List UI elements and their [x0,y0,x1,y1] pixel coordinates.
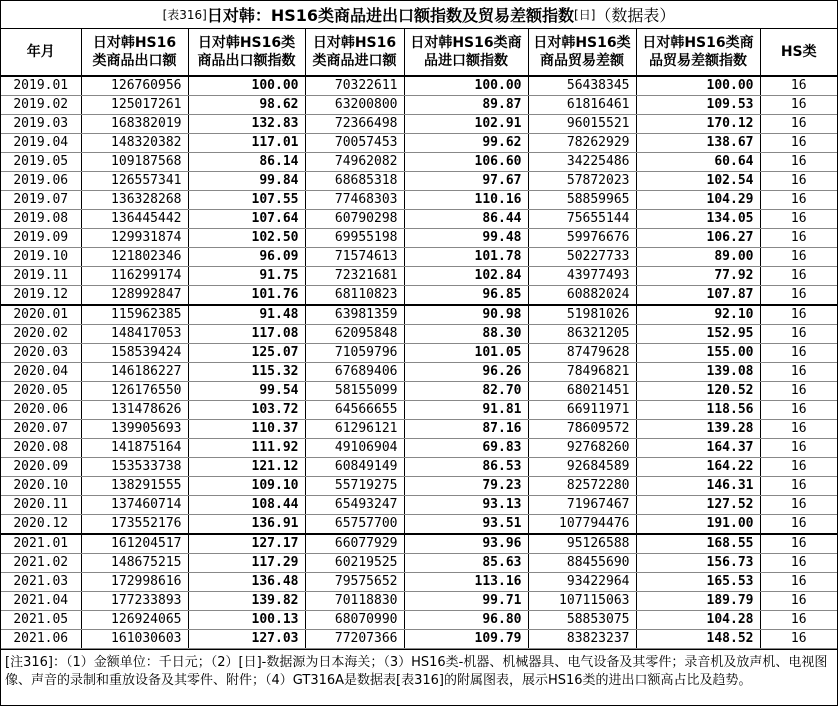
balance-index-cell: 109.53 [636,96,760,115]
export-value-cell: 116299174 [81,267,188,286]
balance-value-cell: 107115063 [528,592,636,611]
export-index-cell: 100.13 [188,611,305,630]
balance-value-cell: 86321205 [528,325,636,344]
hs-class-cell: 16 [760,496,837,515]
export-index-cell: 102.50 [188,229,305,248]
column-header: 日对韩HS16类商 品进口额指数 [404,29,528,76]
balance-value-cell: 59976676 [528,229,636,248]
month-cell: 2021.01 [1,534,81,554]
table-row [1,153,837,172]
balance-index-cell: 152.95 [636,325,760,344]
export-value-cell: 129931874 [81,229,188,248]
export-value-cell: 136328268 [81,191,188,210]
balance-index-cell: 165.53 [636,573,760,592]
balance-value-cell: 34225486 [528,153,636,172]
month-cell: 2021.02 [1,554,81,573]
table-row [1,515,837,535]
export-value-cell: 141875164 [81,439,188,458]
month-cell: 2019.10 [1,248,81,267]
balance-index-cell: 92.10 [636,305,760,325]
table-title [1,1,837,29]
balance-value-cell: 93422964 [528,573,636,592]
export-index-cell: 100.00 [188,76,305,96]
import-value-cell: 60219525 [305,554,404,573]
import-value-cell: 77468303 [305,191,404,210]
month-cell: 2020.08 [1,439,81,458]
export-index-cell: 98.62 [188,96,305,115]
export-index-cell: 107.64 [188,210,305,229]
hs-class-cell: 16 [760,267,837,286]
month-cell: 2019.03 [1,115,81,134]
balance-index-cell: 156.73 [636,554,760,573]
table-header-row [1,29,837,76]
column-header: 日对韩HS16类商 品贸易差额指数 [636,29,760,76]
import-index-cell: 102.91 [404,115,528,134]
table-row [1,325,837,344]
export-index-cell: 99.84 [188,172,305,191]
balance-value-cell: 95126588 [528,534,636,554]
balance-index-cell: 138.67 [636,134,760,153]
import-value-cell: 65493247 [305,496,404,515]
import-value-cell: 65757700 [305,515,404,535]
column-header: 日对韩HS16类 商品贸易差额 [528,29,636,76]
balance-value-cell: 87479628 [528,344,636,363]
balance-index-cell: 118.56 [636,401,760,420]
import-index-cell: 100.00 [404,76,528,96]
import-value-cell: 68685318 [305,172,404,191]
month-cell: 2021.04 [1,592,81,611]
month-cell: 2020.06 [1,401,81,420]
hs-class-cell: 16 [760,630,837,649]
data-table [1,29,837,649]
table-row [1,496,837,515]
export-value-cell: 148417053 [81,325,188,344]
export-value-cell: 126176550 [81,382,188,401]
source-tag: [日] [574,8,596,22]
import-index-cell: 99.48 [404,229,528,248]
balance-value-cell: 96015521 [528,115,636,134]
hs-class-cell: 16 [760,210,837,229]
export-value-cell: 126557341 [81,172,188,191]
export-value-cell: 148320382 [81,134,188,153]
balance-index-cell: 77.92 [636,267,760,286]
export-value-cell: 115962385 [81,305,188,325]
hs-class-cell: 16 [760,420,837,439]
balance-index-cell: 60.64 [636,153,760,172]
month-cell: 2019.02 [1,96,81,115]
import-value-cell: 70118830 [305,592,404,611]
export-index-cell: 107.55 [188,191,305,210]
table-row [1,248,837,267]
import-value-cell: 63200800 [305,96,404,115]
table-row [1,267,837,286]
export-index-cell: 109.10 [188,477,305,496]
table-row [1,458,837,477]
export-index-cell: 127.17 [188,534,305,554]
hs-class-cell: 16 [760,515,837,535]
month-cell: 2019.01 [1,76,81,96]
balance-index-cell: 168.55 [636,534,760,554]
import-value-cell: 67689406 [305,363,404,382]
import-index-cell: 110.16 [404,191,528,210]
import-index-cell: 109.79 [404,630,528,649]
import-index-cell: 113.16 [404,573,528,592]
export-index-cell: 91.48 [188,305,305,325]
import-value-cell: 79575652 [305,573,404,592]
import-index-cell: 99.62 [404,134,528,153]
export-value-cell: 172998616 [81,573,188,592]
import-value-cell: 49106904 [305,439,404,458]
hs-class-cell: 16 [760,229,837,248]
import-value-cell: 69955198 [305,229,404,248]
export-index-cell: 117.29 [188,554,305,573]
import-index-cell: 82.70 [404,382,528,401]
export-index-cell: 125.07 [188,344,305,363]
table-row [1,382,837,401]
export-value-cell: 109187568 [81,153,188,172]
balance-index-cell: 146.31 [636,477,760,496]
import-index-cell: 79.23 [404,477,528,496]
import-index-cell: 96.80 [404,611,528,630]
balance-value-cell: 78496821 [528,363,636,382]
balance-index-cell: 148.52 [636,630,760,649]
hs-class-cell: 16 [760,305,837,325]
balance-value-cell: 75655144 [528,210,636,229]
column-header: HS类 [760,29,837,76]
export-value-cell: 168382019 [81,115,188,134]
import-value-cell: 72366498 [305,115,404,134]
export-index-cell: 121.12 [188,458,305,477]
balance-index-cell: 139.28 [636,420,760,439]
balance-value-cell: 50227733 [528,248,636,267]
balance-value-cell: 57872023 [528,172,636,191]
import-index-cell: 93.96 [404,534,528,554]
export-value-cell: 128992847 [81,286,188,306]
balance-index-cell: 104.29 [636,191,760,210]
export-index-cell: 111.92 [188,439,305,458]
export-index-cell: 139.82 [188,592,305,611]
balance-index-cell: 100.00 [636,76,760,96]
balance-index-cell: 127.52 [636,496,760,515]
month-cell: 2020.10 [1,477,81,496]
export-index-cell: 86.14 [188,153,305,172]
export-value-cell: 161030603 [81,630,188,649]
month-cell: 2021.06 [1,630,81,649]
export-index-cell: 99.54 [188,382,305,401]
month-cell: 2019.06 [1,172,81,191]
hs-class-cell: 16 [760,248,837,267]
export-index-cell: 117.08 [188,325,305,344]
column-header: 日对韩HS16 类商品出口额 [81,29,188,76]
table-row [1,439,837,458]
import-index-cell: 96.26 [404,363,528,382]
balance-index-cell: 191.00 [636,515,760,535]
export-index-cell: 96.09 [188,248,305,267]
month-cell: 2020.11 [1,496,81,515]
table-row [1,191,837,210]
export-value-cell: 173552176 [81,515,188,535]
table-row [1,611,837,630]
balance-index-cell: 107.87 [636,286,760,306]
table-row [1,420,837,439]
balance-value-cell: 83823237 [528,630,636,649]
balance-value-cell: 107794476 [528,515,636,535]
balance-value-cell: 58853075 [528,611,636,630]
export-index-cell: 132.83 [188,115,305,134]
month-cell: 2020.07 [1,420,81,439]
hs-class-cell: 16 [760,325,837,344]
export-value-cell: 131478626 [81,401,188,420]
export-index-cell: 127.03 [188,630,305,649]
month-cell: 2020.09 [1,458,81,477]
import-value-cell: 74962082 [305,153,404,172]
import-index-cell: 86.53 [404,458,528,477]
export-value-cell: 121802346 [81,248,188,267]
balance-index-cell: 102.54 [636,172,760,191]
month-cell: 2021.03 [1,573,81,592]
balance-index-cell: 106.27 [636,229,760,248]
import-value-cell: 55719275 [305,477,404,496]
month-cell: 2020.03 [1,344,81,363]
export-index-cell: 136.48 [188,573,305,592]
table-row [1,363,837,382]
import-value-cell: 66077929 [305,534,404,554]
export-value-cell: 136445442 [81,210,188,229]
import-index-cell: 97.67 [404,172,528,191]
import-value-cell: 77207366 [305,630,404,649]
month-cell: 2020.02 [1,325,81,344]
table-row [1,630,837,649]
balance-value-cell: 56438345 [528,76,636,96]
export-index-cell: 108.44 [188,496,305,515]
hs-class-cell: 16 [760,439,837,458]
balance-value-cell: 78609572 [528,420,636,439]
export-value-cell: 153533738 [81,458,188,477]
hs-class-cell: 16 [760,592,837,611]
balance-index-cell: 170.12 [636,115,760,134]
import-index-cell: 88.30 [404,325,528,344]
balance-value-cell: 92684589 [528,458,636,477]
import-value-cell: 63981359 [305,305,404,325]
hs-class-cell: 16 [760,382,837,401]
import-index-cell: 85.63 [404,554,528,573]
balance-index-cell: 189.79 [636,592,760,611]
balance-index-cell: 89.00 [636,248,760,267]
month-cell: 2019.11 [1,267,81,286]
export-value-cell: 137460714 [81,496,188,515]
balance-index-cell: 155.00 [636,344,760,363]
balance-value-cell: 51981026 [528,305,636,325]
table-row [1,76,837,96]
hs-class-cell: 16 [760,134,837,153]
balance-index-cell: 164.22 [636,458,760,477]
export-index-cell: 103.72 [188,401,305,420]
export-index-cell: 115.32 [188,363,305,382]
table-footnote: [注316]：（1）金额单位：千日元；（2）[日]-数据源为日本海关；（3）HS16类-机器、机械器具、电气设备及其零件；录音机及放声机、电视图像、声音的录制和重放设备及其零件、附件；（4）GT316A是数据表[表316]的附属图表，展示HS16类的进出口额高占比及趋势。 [1,649,837,690]
table-row [1,134,837,153]
table-row [1,96,837,115]
export-index-cell: 110.37 [188,420,305,439]
hs-class-cell: 16 [760,573,837,592]
balance-index-cell: 104.28 [636,611,760,630]
table-row [1,286,837,306]
import-index-cell: 86.44 [404,210,528,229]
month-cell: 2019.08 [1,210,81,229]
export-value-cell: 138291555 [81,477,188,496]
table-number: [表316] [162,8,207,22]
export-index-cell: 101.76 [188,286,305,306]
month-cell: 2019.04 [1,134,81,153]
export-index-cell: 91.75 [188,267,305,286]
month-cell: 2020.05 [1,382,81,401]
import-value-cell: 71059796 [305,344,404,363]
month-cell: 2020.12 [1,515,81,535]
month-cell: 2020.04 [1,363,81,382]
balance-value-cell: 68021451 [528,382,636,401]
month-cell: 2020.01 [1,305,81,325]
import-index-cell: 91.81 [404,401,528,420]
export-value-cell: 126760956 [81,76,188,96]
hs-class-cell: 16 [760,401,837,420]
month-cell: 2019.12 [1,286,81,306]
hs-class-cell: 16 [760,153,837,172]
table-row [1,229,837,248]
export-value-cell: 177233893 [81,592,188,611]
hs-class-cell: 16 [760,458,837,477]
import-index-cell: 106.60 [404,153,528,172]
month-cell: 2019.07 [1,191,81,210]
export-value-cell: 125017261 [81,96,188,115]
balance-value-cell: 61816461 [528,96,636,115]
column-header: 日对韩HS16类 商品出口额指数 [188,29,305,76]
import-value-cell: 71574613 [305,248,404,267]
import-value-cell: 68070990 [305,611,404,630]
export-value-cell: 139905693 [81,420,188,439]
table-row [1,534,837,554]
balance-index-cell: 139.08 [636,363,760,382]
import-value-cell: 62095848 [305,325,404,344]
hs-class-cell: 16 [760,611,837,630]
month-cell: 2019.09 [1,229,81,248]
table-row [1,573,837,592]
import-index-cell: 102.84 [404,267,528,286]
month-cell: 2019.05 [1,153,81,172]
export-value-cell: 158539424 [81,344,188,363]
hs-class-cell: 16 [760,363,837,382]
import-index-cell: 101.78 [404,248,528,267]
import-value-cell: 61296121 [305,420,404,439]
table-row [1,115,837,134]
export-value-cell: 148675215 [81,554,188,573]
table-row [1,344,837,363]
balance-value-cell: 60882024 [528,286,636,306]
table-row [1,401,837,420]
hs-class-cell: 16 [760,172,837,191]
hs-class-cell: 16 [760,286,837,306]
hs-class-cell: 16 [760,554,837,573]
balance-value-cell: 43977493 [528,267,636,286]
import-index-cell: 89.87 [404,96,528,115]
import-value-cell: 60790298 [305,210,404,229]
table-row [1,554,837,573]
balance-value-cell: 66911971 [528,401,636,420]
import-value-cell: 58155099 [305,382,404,401]
import-value-cell: 64566655 [305,401,404,420]
import-index-cell: 96.85 [404,286,528,306]
hs-class-cell: 16 [760,344,837,363]
export-index-cell: 117.01 [188,134,305,153]
hs-class-cell: 16 [760,477,837,496]
hs-class-cell: 16 [760,191,837,210]
table-row [1,477,837,496]
balance-value-cell: 58859965 [528,191,636,210]
column-header: 日对韩HS16 类商品进口额 [305,29,404,76]
import-index-cell: 69.83 [404,439,528,458]
import-value-cell: 68110823 [305,286,404,306]
hs-class-cell: 16 [760,534,837,554]
balance-value-cell: 88455690 [528,554,636,573]
table-row [1,172,837,191]
hs-class-cell: 16 [760,96,837,115]
balance-index-cell: 134.05 [636,210,760,229]
balance-index-cell: 120.52 [636,382,760,401]
balance-value-cell: 78262929 [528,134,636,153]
balance-index-cell: 164.37 [636,439,760,458]
table-main-title: 日对韩：HS16类商品进出口额指数及贸易差额指数 [206,6,575,25]
table-row [1,210,837,229]
import-index-cell: 93.51 [404,515,528,535]
import-value-cell: 70322611 [305,76,404,96]
export-value-cell: 126924065 [81,611,188,630]
import-value-cell: 60849149 [305,458,404,477]
import-value-cell: 72321681 [305,267,404,286]
table-title-suffix: （数据表） [595,6,676,25]
export-value-cell: 161204517 [81,534,188,554]
month-cell: 2021.05 [1,611,81,630]
hs-class-cell: 16 [760,115,837,134]
export-index-cell: 136.91 [188,515,305,535]
table-row [1,305,837,325]
import-index-cell: 99.71 [404,592,528,611]
import-value-cell: 70057453 [305,134,404,153]
import-index-cell: 101.05 [404,344,528,363]
balance-value-cell: 71967467 [528,496,636,515]
column-header: 年月 [1,29,81,76]
export-value-cell: 146186227 [81,363,188,382]
import-index-cell: 90.98 [404,305,528,325]
hs-class-cell: 16 [760,76,837,96]
table-row [1,592,837,611]
balance-value-cell: 82572280 [528,477,636,496]
import-index-cell: 87.16 [404,420,528,439]
import-index-cell: 93.13 [404,496,528,515]
balance-value-cell: 92768260 [528,439,636,458]
